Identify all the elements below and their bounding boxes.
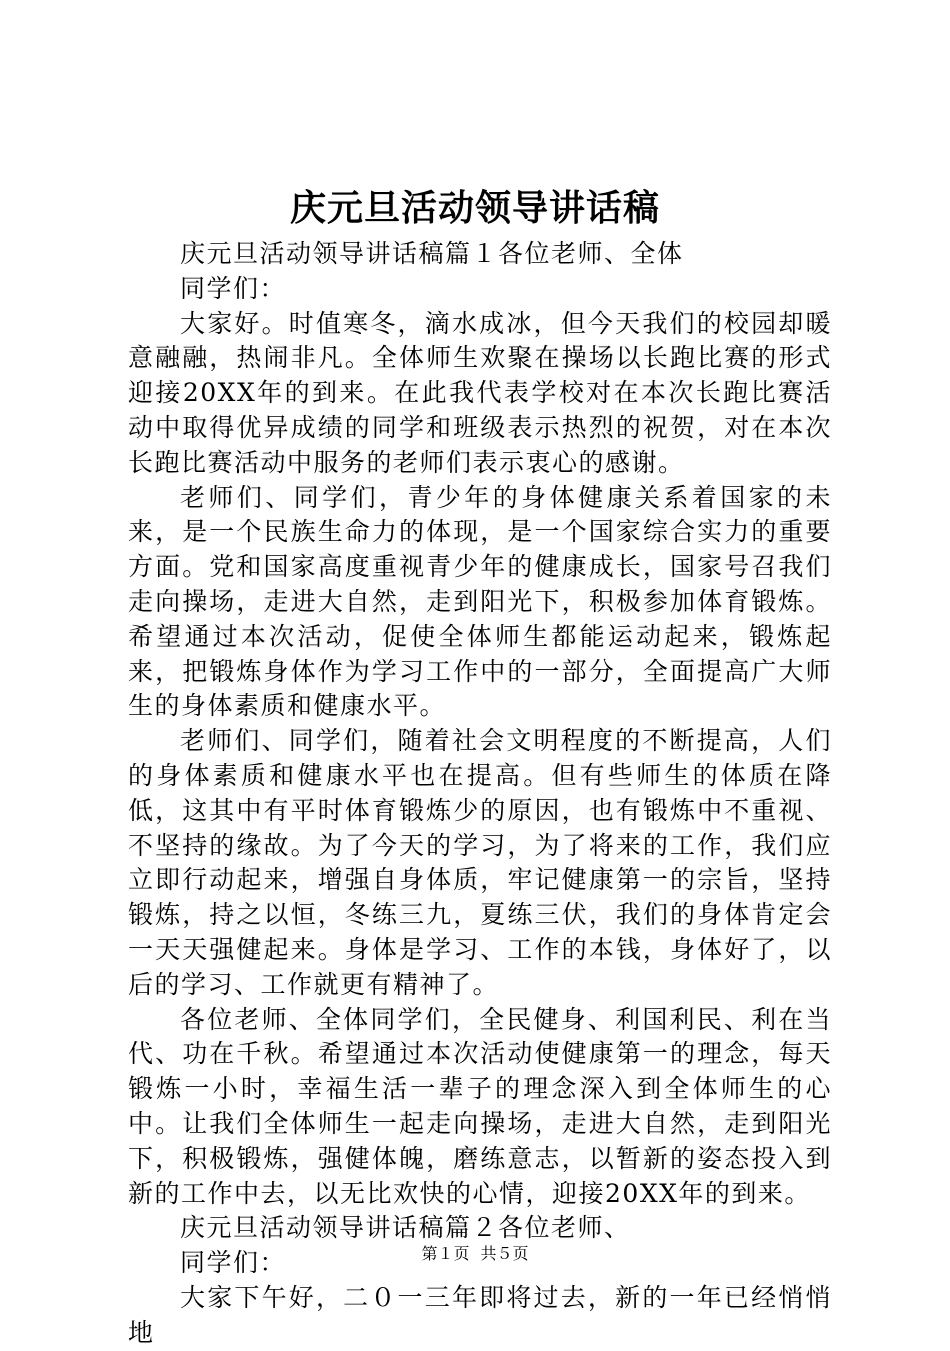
section-heading-1-line-1: 庆元旦活动领导讲话稿篇１各位老师、全体: [180, 239, 684, 268]
paragraph-2: 老师们、同学们，青少年的身体健康关系着国家的未来，是一个民族生命力的体现，是一个国家综合实力的重要方面。党和国家高度重视青少年的健康成长，国家号召我们走向操场，走进大自然，走到阳光下，积极参加体育锻炼。希望通过本次活动，促使全体师生都能运动起来，锻炼起来，把锻炼身体作为学习工作中的一部分，全面提高广大师生的身体素质和健康水平。: [128, 482, 832, 721]
section-heading-2-line-1: 庆元旦活动领导讲话稿篇２各位老师、: [180, 1213, 631, 1243]
page-footer: [0, 1244, 950, 1264]
page-number: 第１页: [421, 1244, 470, 1263]
page-total: 共５页: [480, 1244, 529, 1263]
document-body: [128, 237, 832, 1351]
document-title: 庆元旦活动领导讲话稿: [289, 187, 660, 229]
paragraph-3: 老师们、同学们，随着社会文明程度的不断提高，人们的身体素质和健康水平也在提高。但有些师生的体质在降低，这其中有平时体育锻炼少的原因，也有锻炼中不重视、不坚持的缘故。为了今天的学习，为了将来的工作，我们应立即行动起来，增强自身体质，牢记健康第一的宗旨，坚持锻炼，持之以恒，冬练三九，夏练三伏，我们的身体肯定会一天天强健起来。身体是学习、工作的本钱，身体好了，以后的学习、工作就更有精神了。: [128, 726, 832, 999]
paragraph-4: 各位老师、全体同学们，全民健身、利国利民、利在当代、功在千秋。希望通过本次活动使健康第一的理念，每天锻炼一小时，幸福生活一辈子的理念深入到全体师生的心中。让我们全体师生一起走向操场，走进大自然，走到阳光下，积极锻炼，强健体魄，磨练意志，以暂新的姿态投入到新的工作中去，以无比欢快的心情，迎接20XX年的到来。: [128, 1004, 832, 1208]
paragraph-5: 大家下午好，二０一三年即将过去，新的一年已经悄悄地: [128, 1282, 832, 1347]
section-heading-2-line-2: 同学们：: [180, 1248, 287, 1278]
section-heading-1-line-2: 同学们：: [180, 273, 287, 303]
paragraph-1: 大家好。时值寒冬，滴水成冰，但今天我们的校园却暖意融融，热闹非凡。全体师生欢聚在操场以长跑比赛的形式迎接20XX年的到来。在此我代表学校对在本次长跑比赛活动中取得优异成绩的同学和班级表示热烈的祝贺，对在本次长跑比赛活动中服务的老师们表示衷心的感谢。: [128, 308, 832, 477]
